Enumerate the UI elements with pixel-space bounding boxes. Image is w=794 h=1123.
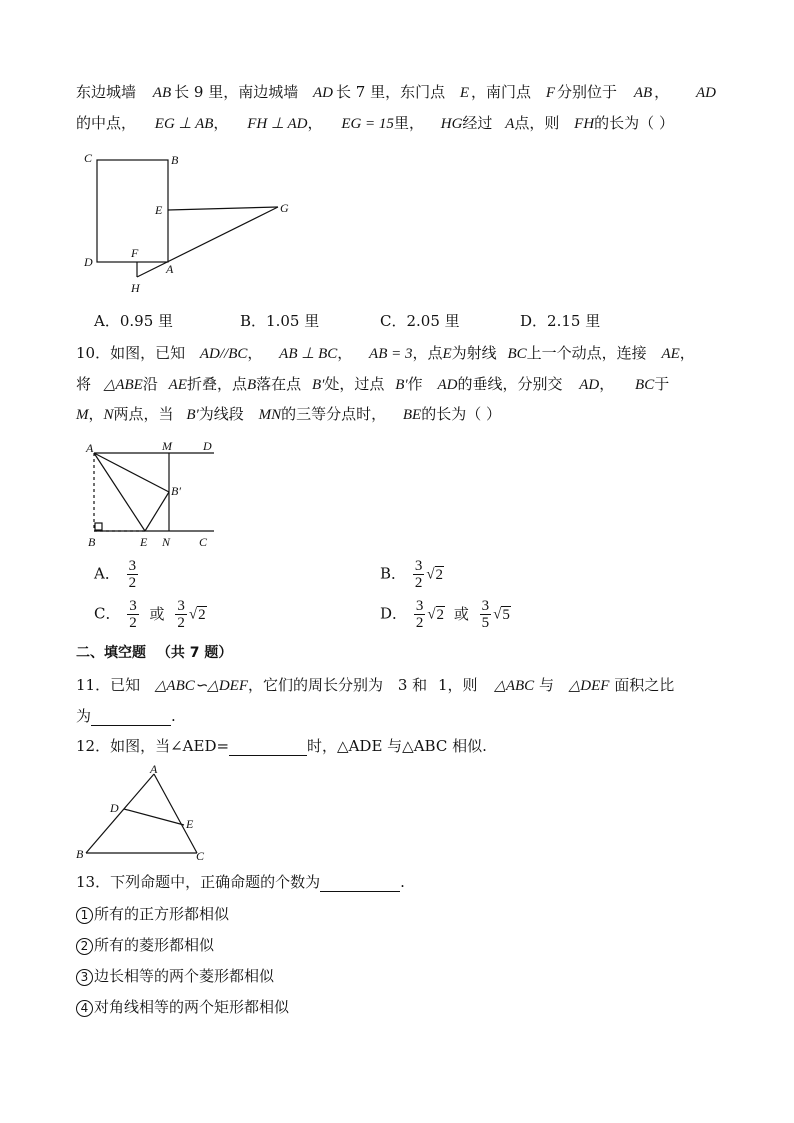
- text: ，: [337, 344, 353, 362]
- math: AD: [313, 85, 333, 101]
- text: 长 7 里，东门点: [336, 83, 446, 101]
- math: BC: [635, 377, 655, 393]
- text: 面积之比: [614, 676, 675, 694]
- math: E: [459, 85, 470, 101]
- q12-line: [76, 736, 487, 756]
- math: AB = 3: [369, 346, 413, 362]
- option-letter: C．: [94, 604, 121, 623]
- fraction: [127, 558, 139, 591]
- text: ，: [88, 405, 104, 423]
- math: AD//BC: [199, 346, 248, 362]
- label-B: B: [76, 847, 84, 861]
- option-text: 2.15 里: [547, 312, 601, 330]
- fraction: [127, 598, 139, 631]
- math: AE: [168, 377, 187, 393]
- denominator: 2: [415, 615, 424, 631]
- circled-number: 4: [76, 1000, 93, 1017]
- q13-item-4: [76, 997, 289, 1017]
- text: 两点，当: [113, 405, 174, 423]
- q9-line2: [76, 113, 674, 134]
- label-A: A: [166, 262, 174, 276]
- or-text: 或: [453, 604, 469, 623]
- sqrt: √5: [493, 606, 510, 623]
- sqrt: √2: [427, 606, 445, 623]
- text: 的三等分点时，: [281, 405, 387, 423]
- text: 13．下列命题中，正确命题的个数为: [76, 873, 321, 891]
- option-letter: A．: [94, 564, 120, 583]
- q13-item-2: [76, 935, 214, 955]
- text: 的长为（ ）: [594, 114, 674, 132]
- math: M: [76, 407, 89, 423]
- fraction: [414, 598, 426, 631]
- value: 3: [397, 676, 408, 694]
- label-H: H: [131, 281, 140, 295]
- text: ，它们的周长分别为: [248, 676, 384, 694]
- text: 点，则: [514, 114, 560, 132]
- segment-HG: [137, 207, 278, 277]
- denominator: 2: [177, 615, 185, 631]
- item-text: 所有的菱形都相似: [94, 936, 215, 954]
- denominator: 2: [129, 615, 137, 631]
- math: AD: [695, 85, 716, 101]
- math: AE: [661, 346, 680, 362]
- q13-stem: [76, 872, 405, 892]
- option-letter: C．: [380, 312, 407, 330]
- segment-ABprime: [94, 453, 169, 492]
- text: 的中点，: [76, 114, 137, 132]
- math: B′: [395, 377, 408, 393]
- text: 分别位于: [557, 83, 618, 101]
- numerator: 3: [129, 598, 137, 614]
- text: 上一个动点，连接: [526, 344, 647, 362]
- text: 和: [412, 676, 428, 694]
- label-N: N: [162, 535, 171, 549]
- math: FH: [574, 116, 595, 132]
- sqrt: √2: [426, 566, 444, 583]
- text: 11．已知: [76, 676, 141, 694]
- numerator: 3: [414, 558, 423, 574]
- math: BE: [402, 407, 422, 423]
- fraction: [480, 598, 492, 631]
- segment-AB: [86, 774, 154, 853]
- label-E: E: [140, 535, 148, 549]
- label-B: B: [171, 153, 179, 167]
- segment-EG: [168, 207, 278, 210]
- text: 东边城墙: [76, 83, 137, 101]
- math: AD: [437, 377, 458, 393]
- q10-option-c[interactable]: [94, 598, 207, 631]
- text: 为线段: [198, 405, 244, 423]
- label-A: A: [86, 441, 94, 455]
- math: E: [442, 346, 452, 362]
- text: 里，: [393, 114, 424, 132]
- q9-line1: [76, 82, 716, 103]
- math: FH ⊥ AD: [247, 116, 308, 132]
- math: △ABE: [103, 377, 143, 393]
- option-letter: B．: [380, 564, 407, 583]
- q10-figure: [82, 436, 227, 552]
- radicand: 2: [436, 606, 445, 623]
- math: MN: [258, 407, 282, 423]
- label-B: B: [88, 535, 96, 549]
- label-F: F: [131, 246, 139, 260]
- or-text: 或: [149, 604, 165, 623]
- denominator: 2: [414, 575, 423, 591]
- text: .: [171, 707, 176, 725]
- q13-item-1: [76, 904, 229, 924]
- math: HG: [440, 116, 463, 132]
- answer-blank[interactable]: [229, 739, 307, 756]
- segment-EBprime: [145, 492, 169, 531]
- option-letter: D．: [380, 604, 408, 623]
- radicand: 5: [502, 606, 510, 623]
- answer-blank[interactable]: [91, 709, 171, 726]
- fraction: [413, 558, 425, 591]
- label-B-prime: B′: [171, 484, 181, 498]
- q9-option-d[interactable]: [520, 311, 600, 331]
- q13-item-3: [76, 966, 274, 986]
- text: 与: [538, 676, 554, 694]
- q10-option-b[interactable]: [380, 558, 444, 591]
- circled-number: 1: [76, 907, 93, 924]
- label-A: A: [150, 764, 158, 776]
- segment-AC: [154, 774, 197, 853]
- math: △ABC: [494, 678, 535, 694]
- math: B: [246, 377, 257, 393]
- text: ，: [307, 114, 323, 132]
- text: 12．如图，当∠AED=: [76, 737, 230, 755]
- math: EG = 15: [341, 116, 394, 132]
- right-angle-mark: [95, 523, 102, 530]
- math: N: [103, 407, 114, 423]
- math: AB: [633, 85, 653, 101]
- option-letter: B．: [240, 312, 267, 330]
- q10-line3: [76, 404, 501, 425]
- q9-figure: [78, 146, 298, 298]
- math: BC: [507, 346, 527, 362]
- numerator: 3: [415, 598, 424, 614]
- text: 沿: [142, 375, 158, 393]
- q9-option-c[interactable]: [380, 311, 460, 331]
- text: 处，过点: [324, 375, 385, 393]
- text: 长 9 里，南边城墙: [174, 83, 299, 101]
- label-D: D: [203, 439, 212, 453]
- text: 为射线: [451, 344, 497, 362]
- sqrt: √2: [188, 606, 206, 623]
- text: 为: [76, 707, 92, 725]
- text: ，: [654, 83, 670, 101]
- radicand: 2: [435, 566, 444, 583]
- segment-AE: [94, 453, 145, 531]
- label-D: D: [110, 801, 119, 815]
- text: 落在点: [256, 375, 302, 393]
- math: EG ⊥ AB: [154, 116, 214, 132]
- option-letter: D．: [520, 312, 548, 330]
- text: ，: [599, 375, 615, 393]
- text: 的垂线，分别交: [457, 375, 563, 393]
- denominator: 2: [128, 575, 137, 591]
- math: △DEF: [568, 678, 610, 694]
- text: 将: [76, 375, 92, 393]
- label-E: E: [186, 817, 194, 831]
- label-C: C: [196, 849, 205, 863]
- text: ，: [213, 114, 229, 132]
- q12-figure: [72, 764, 212, 864]
- item-text: 边长相等的两个菱形都相似: [94, 967, 275, 985]
- numerator: 3: [177, 598, 185, 614]
- math: F: [545, 85, 556, 101]
- section-count: （共 7 题）: [156, 645, 233, 661]
- item-text: 对角线相等的两个矩形都相似: [94, 998, 290, 1016]
- text: 时，△ADE 与△ABC 相似.: [307, 737, 487, 755]
- math: A: [505, 116, 515, 132]
- option-text: 0.95 里: [119, 312, 174, 330]
- math: B′: [186, 407, 199, 423]
- q10-option-a[interactable]: [94, 558, 140, 591]
- label-M: M: [162, 439, 172, 453]
- math: AB ⊥ BC: [279, 346, 338, 362]
- answer-blank[interactable]: [320, 875, 400, 892]
- value: 1: [437, 676, 448, 694]
- q9-option-b[interactable]: [240, 311, 319, 331]
- text: .: [400, 873, 405, 891]
- text: 经过: [462, 114, 493, 132]
- section-heading: [76, 643, 232, 663]
- numerator: 3: [481, 598, 490, 614]
- math: B′: [311, 377, 325, 393]
- text: ，: [679, 344, 695, 362]
- radicand: 2: [198, 606, 206, 623]
- label-D: D: [84, 255, 93, 269]
- text: ，: [247, 344, 263, 362]
- q10-line2: [76, 374, 669, 395]
- numerator: 3: [128, 558, 137, 574]
- text: 于: [654, 375, 670, 393]
- text: ，南门点: [471, 83, 532, 101]
- section-title: 二、填空题: [76, 645, 146, 661]
- text: 的长为（ ）: [421, 405, 501, 423]
- label-C: C: [84, 151, 93, 165]
- q9-option-a[interactable]: [94, 311, 173, 331]
- math: AD: [579, 377, 600, 393]
- q11-line2: [76, 706, 176, 726]
- q10-line1: [76, 343, 695, 364]
- math: AB: [152, 85, 172, 101]
- fraction: [175, 598, 187, 631]
- label-E: E: [155, 203, 163, 217]
- item-text: 所有的正方形都相似: [94, 905, 230, 923]
- option-text: 2.05 里: [406, 312, 460, 330]
- text: ，点: [412, 344, 443, 362]
- text: ，则: [447, 676, 478, 694]
- denominator: 5: [481, 615, 490, 631]
- circled-number: 2: [76, 938, 93, 955]
- label-G: G: [280, 201, 289, 215]
- math: △ABC∽△DEF: [154, 678, 249, 694]
- option-letter: A．: [94, 312, 120, 330]
- option-text: 1.05 里: [266, 312, 320, 330]
- text: 作: [407, 375, 423, 393]
- circled-number: 3: [76, 969, 93, 986]
- q11-line1: [76, 675, 674, 696]
- text: 10．如图，已知: [76, 344, 186, 362]
- q10-option-d[interactable]: [380, 598, 511, 631]
- text: 折叠，点: [186, 375, 247, 393]
- label-C: C: [199, 535, 208, 549]
